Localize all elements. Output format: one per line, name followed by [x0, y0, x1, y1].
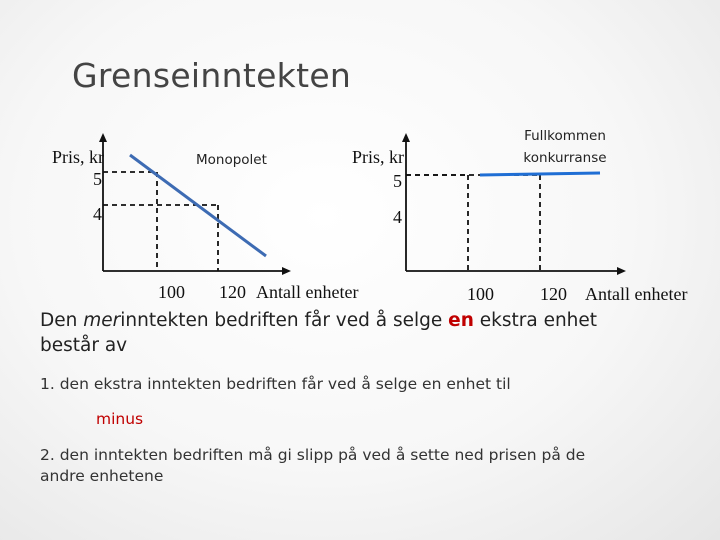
right-ytick-4: 4 — [393, 207, 402, 227]
left-x-axis-arrow — [282, 267, 291, 275]
right-chart-title-line2: konkurranse — [523, 150, 607, 166]
list-item-1-note: minus — [96, 410, 144, 428]
paragraph-highlight: en — [448, 310, 474, 331]
paragraph-line-1 — [40, 310, 597, 331]
right-xlabel: Antall enheter — [585, 284, 688, 304]
right-y-axis-arrow — [402, 133, 410, 142]
left-ytick-4: 4 — [93, 204, 102, 224]
left-xtick-100: 100 — [158, 282, 185, 302]
right-x-axis-arrow — [617, 267, 626, 275]
left-xlabel: Antall enheter — [256, 282, 359, 302]
left-xtick-120: 120 — [219, 282, 246, 302]
right-xtick-120: 120 — [540, 284, 567, 304]
right-ylabel: Pris, kr — [351, 147, 404, 167]
left-chart-title: Monopolet — [196, 152, 267, 168]
paragraph-part1: Den — [40, 310, 84, 331]
list-item-2: 2. den inntekten bedriften må gi slipp på ved å sette ned prisen på de — [40, 446, 586, 464]
paragraph-emphasis: mer — [83, 310, 121, 331]
paragraph-line-2: består av — [40, 335, 128, 356]
paragraph-part2: inntekten bedriften får ved å selge — [120, 310, 449, 331]
slide-title: Grenseinntekten — [72, 56, 352, 95]
right-price-line — [480, 173, 600, 175]
right-chart-title-line1: Fullkommen — [524, 128, 606, 144]
list-item-2-cont: andre enhetene — [40, 467, 164, 485]
right-xtick-100: 100 — [467, 284, 494, 304]
paragraph-part3: ekstra enhet — [473, 310, 598, 331]
left-y-axis-arrow — [99, 133, 107, 142]
right-ylabel-value-5: 5 — [393, 171, 402, 191]
left-ylabel-value-5: 5 — [93, 169, 102, 189]
list-item-1: 1. den ekstra inntekten bedriften får ved å selge en enhet til — [40, 375, 511, 393]
left-ylabel: Pris, kr — [51, 147, 104, 167]
